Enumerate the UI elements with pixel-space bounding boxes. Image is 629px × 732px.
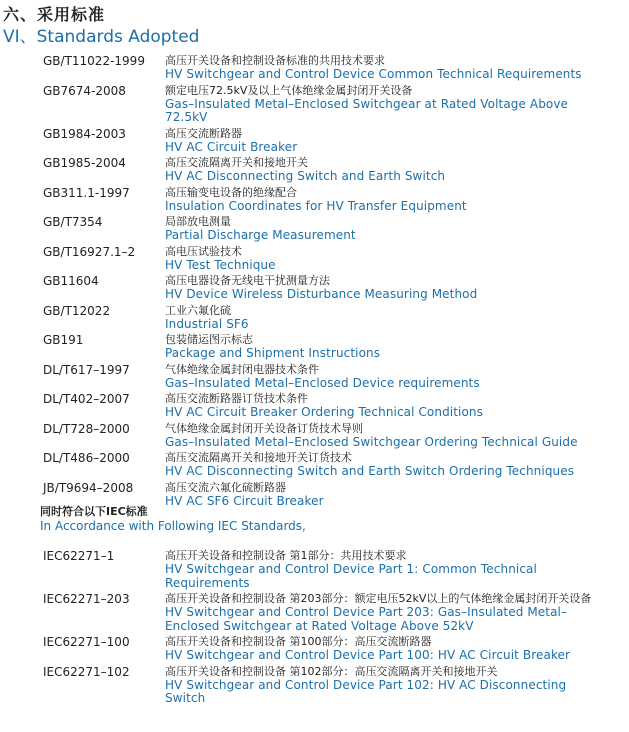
standard-title-en: HV Switchgear and Control Device Part 102: HV AC Disconnecting Switch [165,677,567,705]
standard-description [165,451,605,479]
standard-row [0,422,629,450]
standard-title-zh: 高压开关设备和控制设备 第102部分：高压交流隔离开关和接地开关 [165,664,498,678]
standard-code: IEC62271–102 [43,664,130,679]
standard-row [0,245,629,273]
standard-title-zh: 气体绝缘金属封闭开关设备订货技术导则 [165,421,363,435]
standard-row [0,215,629,243]
standard-title-zh: 高压交流隔离开关和接地开关 [165,156,308,169]
standard-code: DL/T402–2007 [43,392,130,406]
standard-title-zh: 高压开关设备和控制设备标准的共用技术要求 [165,54,385,67]
standard-description [165,665,605,706]
standard-title-en: Insulation Coordinates for HV Transfer Equipment [165,198,467,213]
standard-title-zh: 气体绝缘金属封闭电器技术条件 [165,362,319,376]
standard-description [165,481,605,509]
standard-row [0,592,629,633]
standard-description [165,245,605,273]
standard-row [0,549,629,590]
standard-description [165,215,605,243]
standard-title-en: Gas–Insulated Metal–Enclosed Switchgear at Rated Voltage Above 72.5kV [165,96,569,124]
standard-title-zh: 高压开关设备和控制设备 第100部分：高压交流断路器 [165,635,432,648]
standard-code: GB/T11022-1999 [43,54,145,68]
standard-code: DL/T617–1997 [43,362,130,377]
standard-title-en: Gas–Insulated Metal–Enclosed Device requirements [165,375,480,390]
standard-code: IEC62271–1 [43,549,115,563]
standard-code: GB191 [43,333,84,347]
standard-description [165,186,605,214]
standard-code: JB/T9694–2008 [43,480,134,495]
standard-code: DL/T486–2000 [43,451,130,465]
standard-code: GB1985-2004 [43,156,126,170]
standard-title-zh: 工业六氟化硫 [165,303,231,317]
section-title-en: VI、Standards Adopted [3,27,200,47]
standard-title-en: HV Test Technique [165,257,276,272]
iec-heading-zh: 同时符合以下IEC标准 [40,505,148,518]
standard-code: GB11604 [43,274,99,288]
standard-code: GB/T16927.1–2 [43,244,136,259]
standard-row [0,84,629,125]
standard-code: DL/T728–2000 [43,421,130,436]
standard-title-zh: 高电压试验技术 [165,244,242,258]
standard-title-en: HV AC Circuit Breaker Ordering Technical Conditions [165,405,483,419]
standard-code: GB/T7354 [43,215,103,229]
standard-description [165,363,605,391]
standard-title-en: HV AC Circuit Breaker [165,139,298,154]
standard-title-en: Partial Discharge Measurement [165,228,356,242]
standard-title-en: Package and Shipment Instructions [165,346,381,360]
standard-code: GB311.1-1997 [43,185,130,200]
standard-title-zh: 高压电器设备无线电干扰测量方法 [165,274,330,287]
standard-description [165,54,605,82]
standard-code: GB1984-2003 [43,126,126,141]
standard-description [165,422,605,450]
standard-title-en: HV AC Disconnecting Switch and Earth Switch [165,169,446,183]
iec-heading-en: In Accordance with Following IEC Standards, [40,519,306,533]
standard-title-en: Gas–Insulated Metal–Enclosed Switchgear Ordering Technical Guide [165,434,578,449]
standard-title-zh: 额定电压72.5kV及以上气体绝缘金属封闭开关设备 [165,83,413,97]
iec-standards-list [0,549,629,708]
section-title-zh: 六、采用标准 [3,5,106,24]
standard-description [165,84,605,125]
standard-row [0,451,629,479]
standard-row [0,54,629,82]
standard-description [165,635,605,663]
standard-row [0,156,629,184]
standard-title-en: HV AC Disconnecting Switch and Earth Switch Ordering Techniques [165,464,575,478]
standard-title-zh: 高压开关设备和控制设备 第1部分：共用技术要求 [165,549,407,562]
standard-title-zh: 高压输变电设备的绝缘配合 [165,185,297,199]
standard-title-zh: 包装储运图示标志 [165,333,253,346]
standard-row [0,127,629,155]
standard-description [165,127,605,155]
standard-row [0,274,629,302]
standard-title-en: Industrial SF6 [165,316,249,331]
standard-title-zh: 高压开关设备和控制设备 第203部分：额定电压52kV以上的气体绝缘金属封闭开关设备 [165,592,592,605]
standard-title-en: HV Switchgear and Control Device Common Technical Requirements [165,67,582,81]
standard-title-en: HV Device Wireless Disturbance Measuring Method [165,287,478,301]
standard-title-en: HV Switchgear and Control Device Part 100: HV AC Circuit Breaker [165,648,571,662]
standard-description [165,156,605,184]
standard-row [0,363,629,391]
standard-title-zh: 高压交流六氟化硫断路器 [165,480,286,494]
standard-description [165,274,605,302]
standard-code: IEC62271–100 [43,635,130,649]
standard-title-en: HV Switchgear and Control Device Part 203: Gas–Insulated Metal–Enclosed Switchgear at Rated Voltage Above 52kV [165,605,568,633]
standard-description [165,304,605,332]
standard-title-zh: 高压交流隔离开关和接地开关订货技术 [165,451,352,464]
standard-row [0,333,629,361]
standard-description [165,392,605,420]
standard-row [0,635,629,663]
standard-code: GB/T12022 [43,303,111,318]
standard-description [165,592,605,633]
standard-description [165,549,605,590]
standard-row [0,392,629,420]
standard-row [0,304,629,332]
standard-title-en: HV Switchgear and Control Device Part 1: Common Technical Requirements [165,562,537,590]
standard-description [165,333,605,361]
iec-heading [40,505,306,534]
standard-title-zh: 高压交流断路器订货技术条件 [165,392,308,405]
standard-title-en: HV AC SF6 Circuit Breaker [165,493,324,508]
standards-list [0,54,629,510]
standard-code: GB7674-2008 [43,83,126,98]
standard-title-zh: 局部放电测量 [165,215,231,228]
standard-row [0,665,629,706]
standard-title-zh: 高压交流断路器 [165,126,242,140]
standard-code: IEC62271–203 [43,592,130,606]
standard-row [0,481,629,509]
standard-row [0,186,629,214]
